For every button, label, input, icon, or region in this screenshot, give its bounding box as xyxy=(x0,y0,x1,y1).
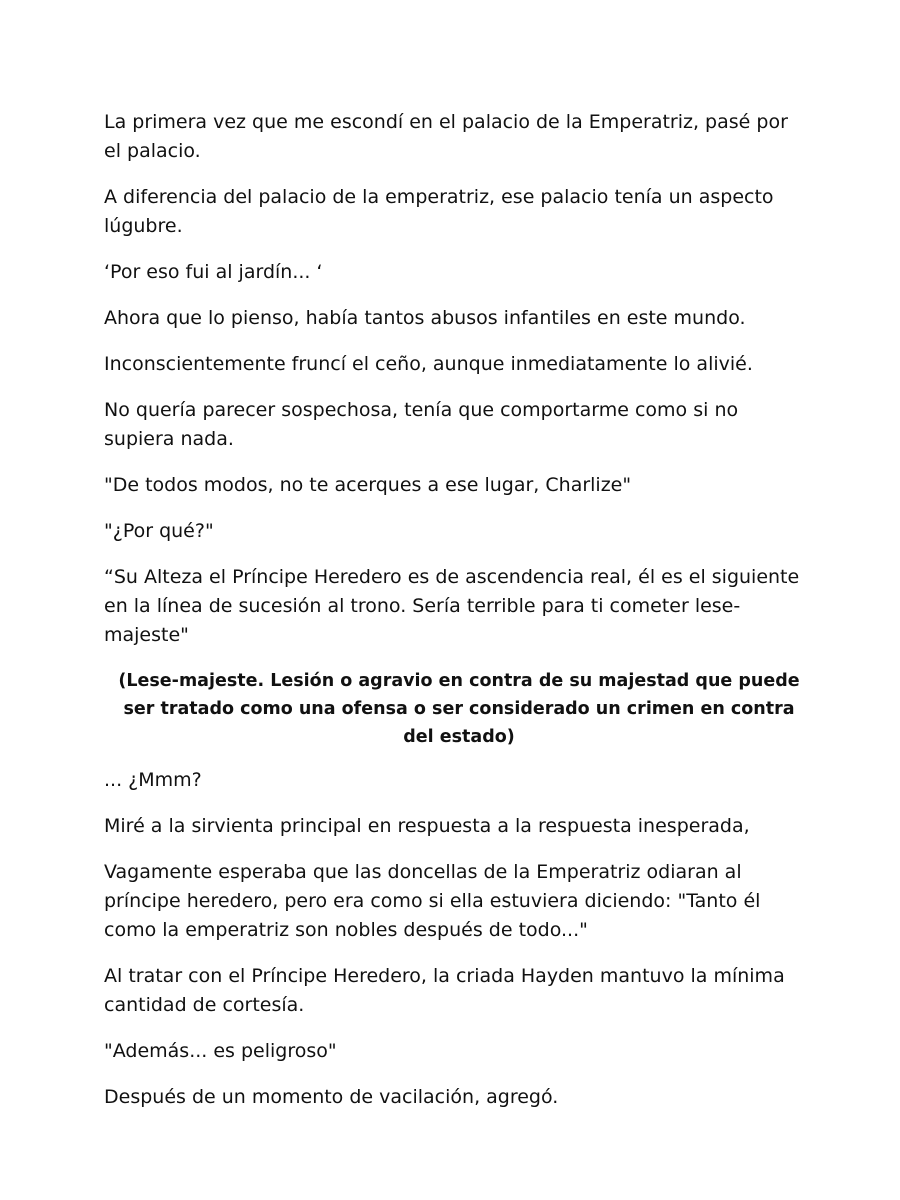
paragraph-8: "¿Por qué?" xyxy=(104,520,214,542)
paragraph-9: “Su Alteza el Príncipe Heredero es de ascendencia real, él es el siguiente en la línea de sucesión al trono. Sería terrible para ti cometer lese-majeste" xyxy=(104,566,800,646)
paragraph-2: A diferencia del palacio de la emperatriz, ese palacio tenía un aspecto lúgubre. xyxy=(104,186,774,237)
paragraph-4: Ahora que lo pienso, había tantos abusos infantiles en este mundo. xyxy=(104,307,746,329)
paragraph-12: Vagamente esperaba que las doncellas de la Emperatriz odiaran al príncipe heredero, pero era como si ella estuviera diciendo: "Tanto él como la emperatriz son nobles después de todo..." xyxy=(104,861,761,941)
paragraph-7: "De todos modos, no te acerques a ese lugar, Charlize" xyxy=(104,474,632,496)
paragraph-1: La primera vez que me escondí en el palacio de la Emperatriz, pasé por el palacio. xyxy=(104,111,788,162)
paragraph-3: ‘Por eso fui al jardín... ‘ xyxy=(104,261,323,283)
paragraph-11: Miré a la sirvienta principal en respuesta a la respuesta inesperada, xyxy=(104,815,750,837)
translator-note: (Lese-majeste. Lesión o agravio en contra de su majestad que puede ser tratado como una ofensa o ser considerado un crimen en contra del estado) xyxy=(118,671,800,747)
paragraph-13: Al tratar con el Príncipe Heredero, la criada Hayden mantuvo la mínima cantidad de cortesía. xyxy=(104,965,785,1016)
paragraph-14: "Además... es peligroso" xyxy=(104,1040,337,1062)
paragraph-5: Inconscientemente fruncí el ceño, aunque inmediatamente lo alivié. xyxy=(104,353,753,375)
paragraph-10: ... ¿Mmm? xyxy=(104,769,202,791)
paragraph-15: Después de un momento de vacilación, agregó. xyxy=(104,1086,559,1108)
paragraph-6: No quería parecer sospechosa, tenía que comportarme como si no supiera nada. xyxy=(104,399,739,450)
document-page xyxy=(104,108,804,1129)
